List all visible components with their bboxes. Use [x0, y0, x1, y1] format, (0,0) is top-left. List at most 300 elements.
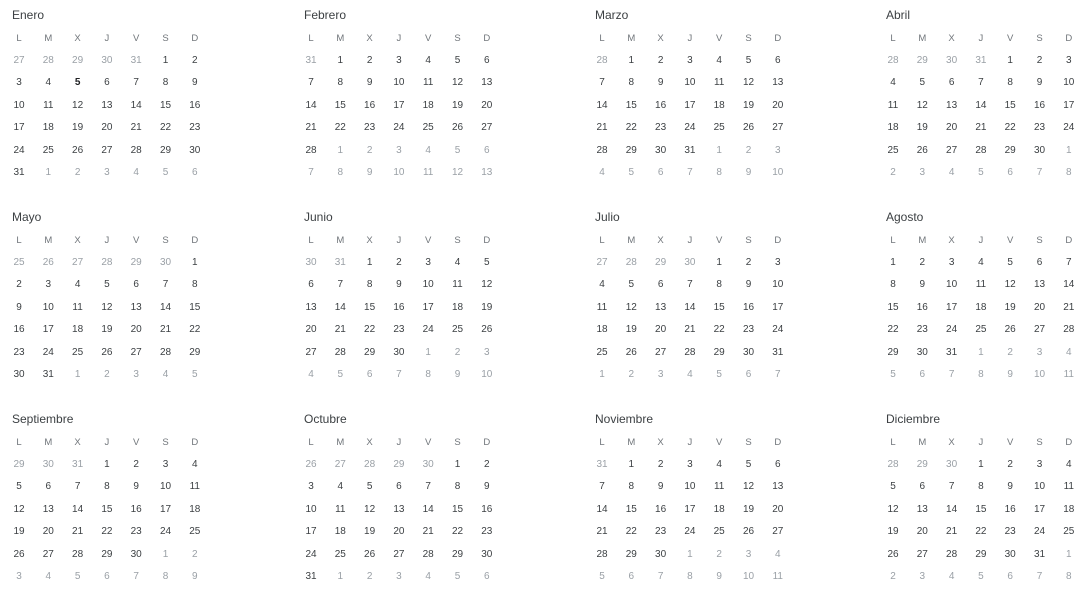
day-cell[interactable]: 24 [422, 324, 434, 336]
day-cell[interactable]: 12 [625, 301, 637, 313]
day-cell[interactable]: 30 [481, 548, 493, 560]
day-cell-outside-month[interactable]: 1 [162, 548, 169, 560]
day-cell[interactable]: 6 [1036, 257, 1043, 268]
day-cell[interactable]: 17 [305, 526, 317, 538]
day-cell[interactable]: 25 [72, 346, 84, 358]
day-cell[interactable]: 20 [305, 324, 317, 336]
day-cell[interactable]: 13 [305, 301, 317, 313]
day-cell[interactable]: 14 [159, 301, 172, 313]
day-cell[interactable]: 5 [919, 77, 926, 89]
day-cell[interactable]: 9 [919, 279, 926, 291]
day-cell-outside-month[interactable]: 8 [1066, 571, 1072, 582]
day-cell[interactable]: 20 [130, 324, 142, 336]
day-cell[interactable]: 13 [916, 503, 928, 515]
day-cell[interactable]: 28 [975, 144, 987, 156]
day-cell[interactable]: 15 [975, 503, 987, 515]
day-cell[interactable]: 18 [596, 324, 608, 336]
day-cell-outside-month[interactable]: 7 [133, 571, 139, 582]
day-cell[interactable]: 5 [366, 481, 373, 493]
day-cell[interactable]: 23 [916, 324, 928, 336]
day-cell[interactable]: 1 [716, 257, 722, 268]
day-cell[interactable]: 25 [975, 324, 987, 336]
day-cell-outside-month[interactable]: 3 [657, 369, 664, 380]
day-cell[interactable]: 12 [72, 99, 84, 111]
day-cell-outside-month[interactable]: 8 [337, 167, 344, 178]
day-cell-outside-month[interactable]: 6 [919, 369, 926, 380]
day-cell[interactable]: 19 [742, 503, 755, 515]
day-cell[interactable]: 3 [45, 279, 52, 291]
day-cell[interactable]: 21 [72, 526, 84, 538]
day-cell-outside-month[interactable]: 28 [625, 257, 637, 268]
day-cell[interactable]: 25 [1063, 526, 1075, 538]
day-cell-outside-month[interactable]: 7 [1036, 571, 1043, 582]
day-cell-outside-month[interactable]: 5 [454, 144, 461, 156]
day-cell[interactable]: 29 [887, 346, 899, 358]
day-cell[interactable]: 11 [1063, 481, 1074, 493]
day-cell[interactable]: 21 [684, 324, 696, 336]
day-cell[interactable]: 17 [1063, 99, 1075, 111]
day-cell[interactable]: 28 [684, 346, 696, 358]
day-cell-outside-month[interactable]: 4 [599, 167, 605, 178]
day-cell[interactable]: 26 [364, 548, 376, 560]
day-cell[interactable]: 8 [192, 279, 198, 291]
day-cell-outside-month[interactable]: 9 [192, 571, 198, 582]
day-cell-outside-month[interactable]: 1 [45, 167, 52, 178]
day-cell-outside-month[interactable]: 30 [305, 257, 317, 268]
day-cell[interactable]: 5 [74, 77, 81, 89]
day-cell[interactable]: 21 [159, 324, 172, 336]
day-cell[interactable]: 16 [916, 301, 928, 313]
day-cell[interactable]: 3 [16, 77, 22, 89]
day-cell[interactable]: 29 [189, 346, 201, 358]
day-cell[interactable]: 3 [162, 459, 169, 470]
day-cell[interactable]: 28 [596, 548, 608, 560]
day-cell[interactable]: 1 [366, 257, 373, 268]
day-cell-outside-month[interactable]: 2 [628, 369, 635, 380]
day-cell[interactable]: 7 [74, 481, 81, 493]
day-cell[interactable]: 23 [189, 122, 201, 134]
day-cell[interactable]: 21 [130, 122, 142, 134]
day-cell[interactable]: 19 [101, 324, 113, 336]
day-cell[interactable]: 10 [684, 77, 696, 89]
day-cell[interactable]: 13 [393, 503, 405, 515]
day-cell[interactable]: 16 [364, 99, 376, 111]
day-cell[interactable]: 9 [396, 279, 402, 291]
day-cell[interactable]: 20 [101, 122, 113, 134]
day-cell[interactable]: 31 [13, 167, 25, 178]
day-cell[interactable]: 22 [625, 122, 637, 134]
day-cell[interactable]: 2 [16, 279, 22, 291]
day-cell[interactable]: 28 [334, 346, 346, 358]
day-cell[interactable]: 30 [916, 346, 928, 358]
day-cell[interactable]: 4 [425, 55, 431, 66]
day-cell[interactable]: 8 [890, 279, 896, 291]
day-cell[interactable]: 7 [948, 481, 955, 493]
day-cell-outside-month[interactable]: 4 [775, 548, 781, 560]
month-title[interactable]: Noviembre [595, 412, 654, 426]
day-cell-outside-month[interactable]: 13 [481, 167, 493, 178]
day-cell[interactable]: 25 [422, 122, 434, 134]
day-cell[interactable]: 11 [43, 99, 54, 111]
day-cell[interactable]: 19 [364, 526, 376, 538]
day-cell-outside-month[interactable]: 25 [13, 257, 25, 268]
day-cell[interactable]: 3 [308, 481, 314, 493]
day-cell[interactable]: 3 [396, 55, 402, 66]
day-cell[interactable]: 29 [159, 144, 172, 156]
day-cell[interactable]: 29 [451, 548, 464, 560]
day-cell[interactable]: 23 [130, 526, 142, 538]
day-cell[interactable]: 19 [481, 301, 493, 313]
month-title[interactable]: Diciembre [886, 412, 941, 426]
day-cell[interactable]: 8 [978, 481, 984, 493]
day-cell[interactable]: 14 [975, 99, 987, 111]
day-cell[interactable]: 29 [1004, 144, 1016, 156]
day-cell[interactable]: 25 [596, 346, 608, 358]
day-cell-outside-month[interactable]: 2 [1007, 346, 1013, 358]
day-cell[interactable]: 9 [16, 301, 22, 313]
day-cell[interactable]: 31 [946, 346, 958, 358]
day-cell-outside-month[interactable]: 7 [657, 571, 664, 582]
day-cell[interactable]: 30 [130, 548, 142, 560]
day-cell[interactable]: 5 [745, 55, 752, 66]
day-cell-outside-month[interactable]: 3 [745, 548, 752, 560]
day-cell-outside-month[interactable]: 9 [716, 571, 722, 582]
day-cell[interactable]: 15 [887, 301, 899, 313]
day-cell[interactable]: 17 [1033, 503, 1046, 515]
day-cell[interactable]: 22 [887, 324, 899, 336]
day-cell[interactable]: 14 [130, 99, 142, 111]
day-cell-outside-month[interactable]: 6 [1007, 571, 1013, 582]
day-cell-outside-month[interactable]: 4 [425, 571, 431, 582]
day-cell[interactable]: 24 [684, 526, 696, 538]
day-cell[interactable]: 29 [625, 548, 637, 560]
month-title[interactable]: Junio [304, 210, 333, 224]
day-cell-outside-month[interactable]: 1 [687, 548, 693, 560]
day-cell[interactable]: 6 [133, 279, 139, 291]
day-cell[interactable]: 13 [1033, 279, 1046, 291]
day-cell[interactable]: 26 [742, 526, 755, 538]
day-cell-outside-month[interactable]: 2 [454, 346, 461, 358]
day-cell[interactable]: 3 [687, 459, 693, 470]
day-cell-outside-month[interactable]: 26 [305, 459, 317, 470]
day-cell[interactable]: 19 [742, 99, 755, 111]
day-cell[interactable]: 5 [104, 279, 110, 291]
day-cell-outside-month[interactable]: 6 [484, 144, 490, 156]
day-cell[interactable]: 23 [742, 324, 755, 336]
day-cell[interactable]: 12 [481, 279, 493, 291]
day-cell[interactable]: 28 [1063, 324, 1075, 336]
day-cell[interactable]: 31 [305, 571, 317, 582]
day-cell[interactable]: 10 [946, 279, 958, 291]
day-cell[interactable]: 11 [335, 503, 346, 515]
day-cell[interactable]: 19 [451, 99, 464, 111]
day-cell[interactable]: 6 [948, 77, 955, 89]
day-cell-outside-month[interactable]: 5 [192, 369, 198, 380]
day-cell-outside-month[interactable]: 7 [1036, 167, 1043, 178]
day-cell[interactable]: 17 [684, 503, 696, 515]
day-cell[interactable]: 5 [745, 459, 752, 470]
day-cell[interactable]: 18 [72, 324, 84, 336]
day-cell[interactable]: 26 [451, 122, 464, 134]
day-cell[interactable]: 27 [42, 548, 54, 560]
day-cell-outside-month[interactable]: 30 [101, 55, 113, 66]
day-cell-outside-month[interactable]: 9 [745, 167, 752, 178]
day-cell[interactable]: 7 [308, 77, 314, 89]
day-cell-outside-month[interactable]: 12 [451, 167, 464, 178]
day-cell[interactable]: 30 [742, 346, 755, 358]
day-cell-outside-month[interactable]: 28 [364, 459, 376, 470]
day-cell-outside-month[interactable]: 2 [745, 144, 752, 156]
day-cell[interactable]: 2 [396, 257, 402, 268]
day-cell[interactable]: 10 [422, 279, 434, 291]
day-cell-outside-month[interactable]: 6 [657, 167, 664, 178]
day-cell[interactable]: 27 [305, 346, 317, 358]
day-cell[interactable]: 27 [101, 144, 113, 156]
day-cell[interactable]: 24 [159, 526, 172, 538]
day-cell[interactable]: 19 [625, 324, 637, 336]
day-cell[interactable]: 7 [599, 481, 605, 493]
day-cell-outside-month[interactable]: 5 [74, 571, 81, 582]
day-cell[interactable]: 13 [946, 99, 958, 111]
day-cell[interactable]: 11 [713, 77, 725, 89]
day-cell[interactable]: 21 [1063, 301, 1075, 313]
day-cell[interactable]: 12 [916, 99, 928, 111]
day-cell-outside-month[interactable]: 3 [396, 144, 402, 156]
day-cell[interactable]: 2 [657, 459, 664, 470]
day-cell[interactable]: 27 [772, 122, 784, 134]
month-title[interactable]: Agosto [886, 210, 924, 224]
day-cell[interactable]: 20 [946, 122, 958, 134]
day-cell[interactable]: 19 [887, 526, 899, 538]
day-cell[interactable]: 30 [1033, 144, 1046, 156]
day-cell[interactable]: 16 [1033, 99, 1046, 111]
day-cell[interactable]: 12 [1004, 279, 1016, 291]
day-cell-outside-month[interactable]: 1 [978, 346, 984, 358]
day-cell-outside-month[interactable]: 1 [425, 346, 431, 358]
day-cell[interactable]: 6 [657, 279, 664, 291]
day-cell[interactable]: 22 [451, 526, 464, 538]
day-cell[interactable]: 15 [101, 503, 113, 515]
day-cell[interactable]: 20 [655, 324, 667, 336]
day-cell[interactable]: 23 [655, 122, 667, 134]
day-cell[interactable]: 3 [775, 257, 781, 268]
day-cell[interactable]: 11 [887, 99, 899, 111]
day-cell[interactable]: 20 [772, 503, 784, 515]
day-cell[interactable]: 16 [13, 324, 25, 336]
day-cell[interactable]: 11 [422, 77, 434, 89]
day-cell[interactable]: 23 [481, 526, 493, 538]
day-cell[interactable]: 2 [366, 55, 373, 66]
day-cell[interactable]: 26 [742, 122, 755, 134]
day-cell-outside-month[interactable]: 5 [337, 369, 344, 380]
day-cell-outside-month[interactable]: 28 [101, 257, 113, 268]
day-cell[interactable]: 21 [422, 526, 434, 538]
day-cell-outside-month[interactable]: 5 [628, 167, 635, 178]
day-cell[interactable]: 10 [42, 301, 54, 313]
day-cell[interactable]: 19 [72, 122, 84, 134]
day-cell-outside-month[interactable]: 2 [366, 571, 373, 582]
day-cell[interactable]: 14 [72, 503, 84, 515]
day-cell-outside-month[interactable]: 6 [192, 167, 198, 178]
day-cell-outside-month[interactable]: 1 [1066, 144, 1072, 156]
day-cell[interactable]: 24 [1033, 526, 1046, 538]
day-cell-outside-month[interactable]: 7 [396, 369, 402, 380]
day-cell[interactable]: 28 [422, 548, 434, 560]
day-cell[interactable]: 29 [975, 548, 987, 560]
day-cell[interactable]: 4 [978, 257, 984, 268]
day-cell[interactable]: 3 [948, 257, 955, 268]
day-cell[interactable]: 11 [189, 481, 200, 493]
day-cell[interactable]: 27 [655, 346, 667, 358]
day-cell[interactable]: 13 [772, 481, 784, 493]
day-cell[interactable]: 11 [72, 301, 83, 313]
day-cell[interactable]: 21 [334, 324, 346, 336]
day-cell[interactable]: 8 [716, 279, 722, 291]
day-cell-outside-month[interactable]: 31 [596, 459, 608, 470]
day-cell[interactable]: 15 [451, 503, 464, 515]
day-cell[interactable]: 2 [133, 459, 139, 470]
day-cell[interactable]: 21 [596, 526, 608, 538]
day-cell-outside-month[interactable]: 3 [104, 167, 110, 178]
day-cell-outside-month[interactable]: 30 [42, 459, 54, 470]
day-cell-outside-month[interactable]: 11 [772, 571, 783, 582]
day-cell-outside-month[interactable]: 4 [162, 369, 169, 380]
day-cell-outside-month[interactable]: 28 [42, 55, 54, 66]
day-cell[interactable]: 22 [189, 324, 201, 336]
day-cell-outside-month[interactable]: 8 [716, 167, 722, 178]
day-cell[interactable]: 29 [713, 346, 725, 358]
day-cell[interactable]: 28 [305, 144, 317, 156]
day-cell-outside-month[interactable]: 11 [1063, 369, 1074, 380]
day-cell-outside-month[interactable]: 29 [13, 459, 25, 470]
day-cell[interactable]: 26 [481, 324, 493, 336]
day-cell[interactable]: 29 [364, 346, 376, 358]
day-cell[interactable]: 1 [1007, 55, 1013, 66]
day-cell[interactable]: 7 [1066, 257, 1072, 268]
day-cell[interactable]: 13 [655, 301, 667, 313]
day-cell-outside-month[interactable]: 31 [975, 55, 987, 66]
day-cell-outside-month[interactable]: 8 [978, 369, 984, 380]
day-cell[interactable]: 16 [393, 301, 405, 313]
day-cell-outside-month[interactable]: 27 [72, 257, 84, 268]
day-cell[interactable]: 5 [890, 481, 896, 493]
day-cell[interactable]: 3 [1066, 55, 1072, 66]
day-cell[interactable]: 6 [919, 481, 926, 493]
day-cell[interactable]: 30 [655, 548, 667, 560]
day-cell[interactable]: 14 [305, 99, 317, 111]
day-cell[interactable]: 3 [425, 257, 431, 268]
day-cell[interactable]: 29 [101, 548, 113, 560]
day-cell-outside-month[interactable]: 7 [308, 167, 314, 178]
day-cell[interactable]: 15 [625, 99, 637, 111]
day-cell[interactable]: 25 [887, 144, 899, 156]
day-cell[interactable]: 31 [1033, 548, 1046, 560]
day-cell-outside-month[interactable]: 5 [454, 571, 461, 582]
day-cell[interactable]: 11 [452, 279, 463, 291]
day-cell[interactable]: 14 [422, 503, 434, 515]
day-cell[interactable]: 13 [130, 301, 142, 313]
day-cell-outside-month[interactable]: 1 [599, 369, 605, 380]
day-cell-outside-month[interactable]: 28 [887, 459, 899, 470]
day-cell[interactable]: 2 [745, 257, 752, 268]
day-cell[interactable]: 6 [104, 77, 110, 89]
day-cell-outside-month[interactable]: 4 [948, 167, 955, 178]
day-cell[interactable]: 10 [393, 77, 405, 89]
day-cell[interactable]: 23 [655, 526, 667, 538]
day-cell[interactable]: 25 [451, 324, 464, 336]
day-cell[interactable]: 27 [1033, 324, 1046, 336]
day-cell-outside-month[interactable]: 10 [1033, 369, 1046, 380]
day-cell[interactable]: 15 [189, 301, 201, 313]
day-cell[interactable]: 22 [625, 526, 637, 538]
day-cell[interactable]: 24 [393, 122, 405, 134]
day-cell-outside-month[interactable]: 3 [775, 144, 781, 156]
day-cell[interactable]: 12 [364, 503, 376, 515]
day-cell[interactable]: 2 [1007, 459, 1013, 470]
day-cell[interactable]: 1 [890, 257, 896, 268]
day-cell[interactable]: 8 [454, 481, 461, 493]
day-cell[interactable]: 9 [192, 77, 198, 89]
day-cell[interactable]: 10 [1033, 481, 1046, 493]
day-cell-outside-month[interactable]: 2 [192, 548, 198, 560]
day-cell[interactable]: 9 [484, 481, 490, 493]
day-cell-outside-month[interactable]: 4 [133, 167, 139, 178]
day-cell[interactable]: 1 [104, 459, 110, 470]
day-cell-outside-month[interactable]: 6 [1007, 167, 1013, 178]
day-cell-outside-month[interactable]: 4 [948, 571, 955, 582]
day-cell[interactable]: 28 [946, 548, 958, 560]
day-cell[interactable]: 8 [366, 279, 373, 291]
day-cell[interactable]: 24 [305, 548, 317, 560]
day-cell[interactable]: 20 [1033, 301, 1046, 313]
day-cell[interactable]: 11 [713, 481, 725, 493]
day-cell[interactable]: 29 [625, 144, 637, 156]
day-cell[interactable]: 12 [13, 503, 25, 515]
day-cell[interactable]: 14 [1063, 279, 1075, 291]
day-cell[interactable]: 12 [451, 77, 464, 89]
day-cell[interactable]: 28 [130, 144, 142, 156]
day-cell[interactable]: 18 [42, 122, 54, 134]
day-cell[interactable]: 18 [422, 99, 434, 111]
day-cell[interactable]: 17 [772, 301, 784, 313]
day-cell[interactable]: 10 [684, 481, 696, 493]
day-cell-outside-month[interactable]: 27 [334, 459, 346, 470]
day-cell[interactable]: 10 [13, 99, 25, 111]
day-cell-outside-month[interactable]: 6 [366, 369, 373, 380]
day-cell[interactable]: 1 [192, 257, 198, 268]
day-cell[interactable]: 30 [189, 144, 201, 156]
day-cell-outside-month[interactable]: 10 [481, 369, 493, 380]
day-cell-outside-month[interactable]: 11 [422, 167, 434, 178]
day-cell-outside-month[interactable]: 9 [366, 167, 373, 178]
day-cell[interactable]: 18 [887, 122, 899, 134]
day-cell[interactable]: 23 [364, 122, 376, 134]
day-cell[interactable]: 4 [716, 55, 722, 66]
day-cell[interactable]: 28 [72, 548, 84, 560]
day-cell[interactable]: 23 [393, 324, 405, 336]
day-cell[interactable]: 8 [628, 77, 635, 89]
day-cell[interactable]: 27 [481, 122, 493, 134]
day-cell[interactable]: 6 [775, 459, 781, 470]
day-cell[interactable]: 4 [1066, 459, 1072, 470]
day-cell-outside-month[interactable]: 28 [596, 55, 608, 66]
day-cell[interactable]: 31 [772, 346, 784, 358]
day-cell[interactable]: 2 [919, 257, 926, 268]
day-cell[interactable]: 5 [16, 481, 22, 493]
day-cell[interactable]: 14 [684, 301, 696, 313]
day-cell[interactable]: 7 [425, 481, 431, 493]
day-cell[interactable]: 27 [916, 548, 928, 560]
